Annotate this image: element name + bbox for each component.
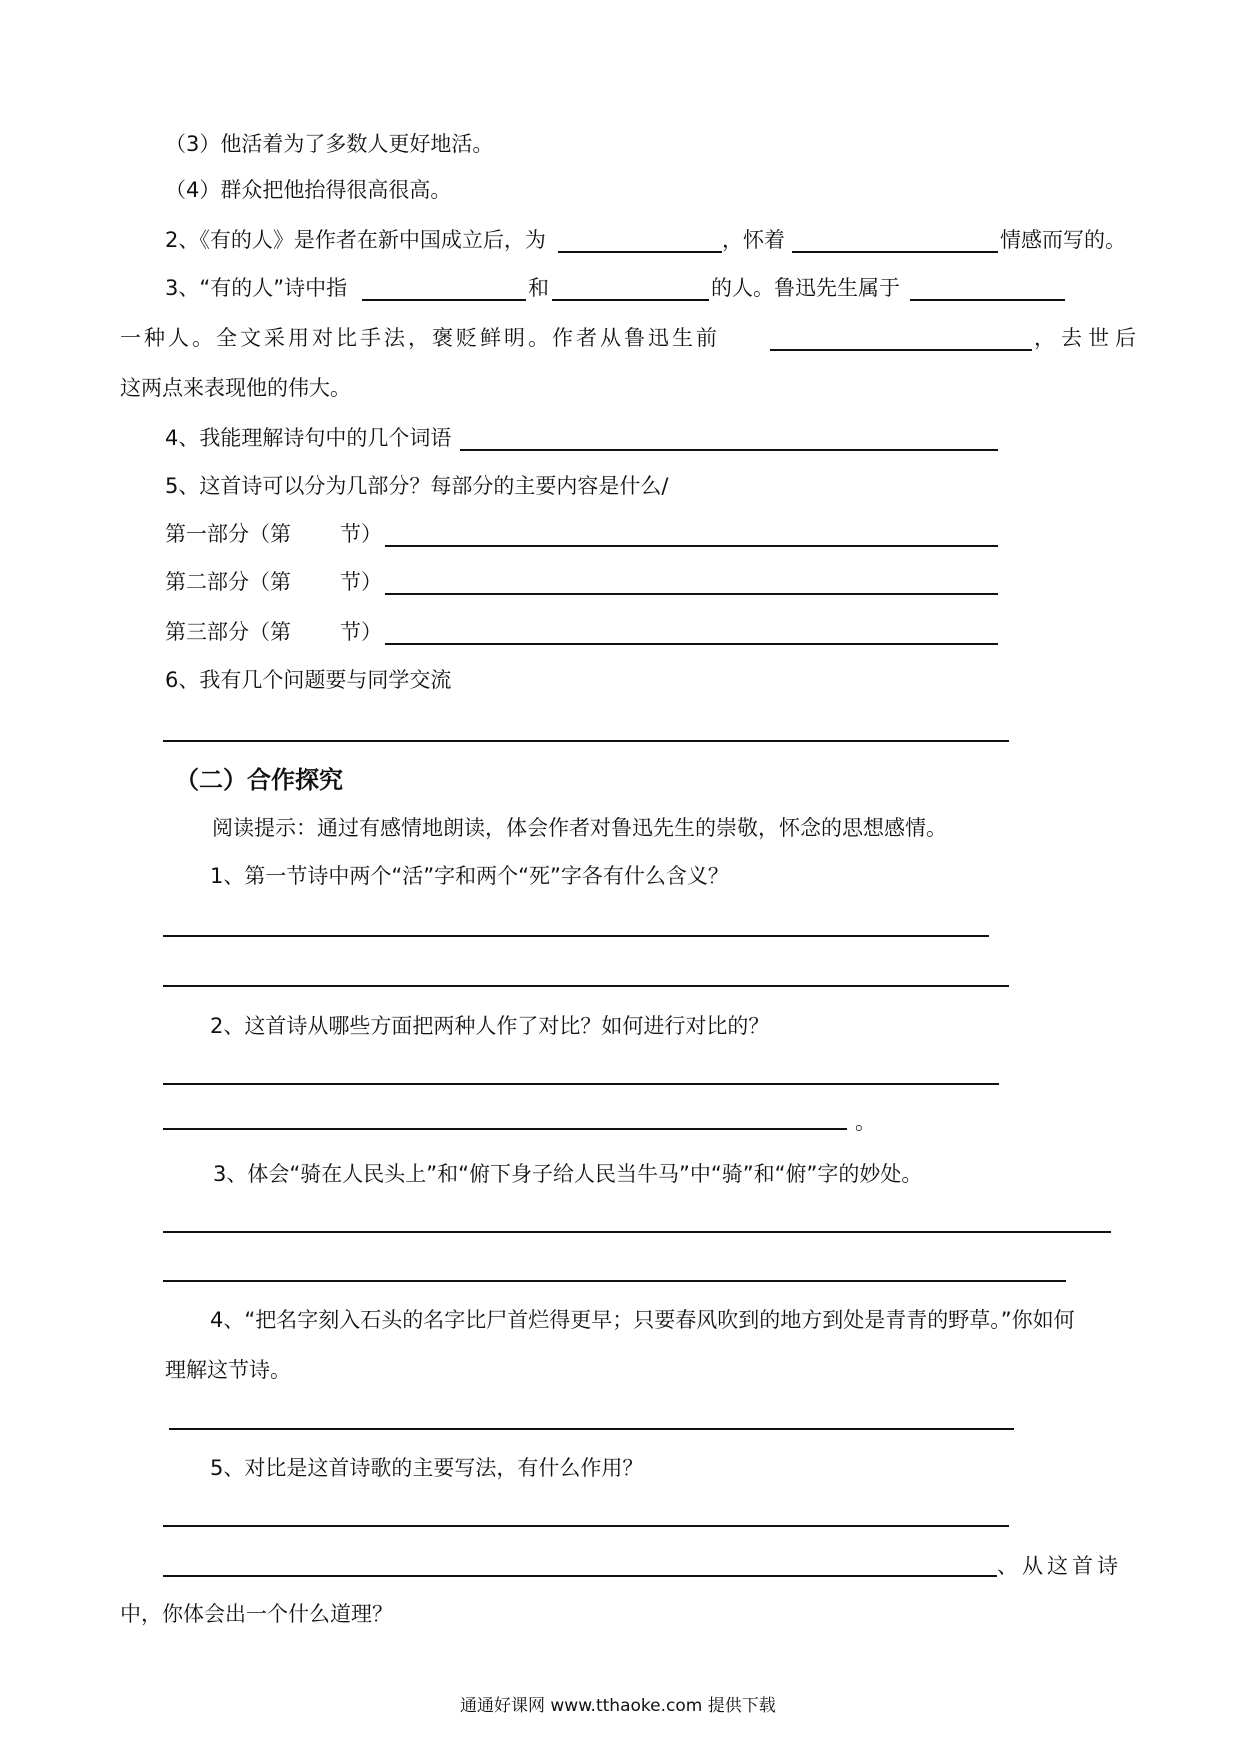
q3-text-e: ，去世后 — [1034, 326, 1142, 350]
part2-blank[interactable] — [385, 593, 998, 595]
part2-jie: 节） — [340, 570, 382, 594]
part1-jie: 节） — [340, 522, 382, 546]
s2-q3-blank-1[interactable] — [163, 1231, 1111, 1233]
s2-q3-text: 3、体会“骑在人民头上”和“俯下身子给人民当牛马”中“骑”和“俯”字的妙处。 — [213, 1162, 923, 1186]
q6-blank[interactable] — [163, 740, 1009, 742]
q2-text-c: 情感而写的。 — [1000, 228, 1126, 252]
q3-blank-1[interactable] — [362, 299, 526, 301]
s2-q2-blank-2[interactable] — [163, 1128, 847, 1130]
q3-blank-4[interactable] — [770, 349, 1032, 351]
q5-text: 5、这首诗可以分为几部分？每部分的主要内容是什么/ — [165, 474, 669, 498]
s2-q5-tail: 、从这首诗 — [997, 1554, 1122, 1578]
q3-blank-2[interactable] — [552, 299, 709, 301]
q4-text: 4、我能理解诗句中的几个词语 — [165, 426, 452, 450]
q6-text: 6、我有几个问题要与同学交流 — [165, 668, 452, 692]
q3-text-d: 一种人。全文采用对比手法，褒贬鲜明。作者从鲁迅生前 — [120, 326, 720, 350]
item-4: （4）群众把他抬得很高很高。 — [165, 178, 452, 202]
reading-hint: 阅读提示：通过有感情地朗读，体会作者对鲁迅先生的崇敬，怀念的思想感情。 — [212, 816, 947, 840]
section-title: （二）合作探究 — [175, 766, 343, 794]
q3-text-f: 这两点来表现他的伟大。 — [120, 376, 351, 400]
s2-q4-blank[interactable] — [169, 1428, 1014, 1430]
s2-q1-blank-1[interactable] — [163, 935, 989, 937]
footer-text: 通通好课网 www.tthaoke.com 提供下载 — [460, 1696, 776, 1716]
s2-q2-blank-1[interactable] — [163, 1083, 999, 1085]
s2-q5-text: 5、对比是这首诗歌的主要写法，有什么作用？ — [210, 1456, 644, 1480]
q3-text-c: 的人。鲁迅先生属于 — [711, 276, 900, 300]
s2-q1-text: 1、第一节诗中两个“活”字和两个“死”字各有什么含义？ — [210, 864, 729, 888]
q3-blank-3[interactable] — [910, 299, 1065, 301]
q2-blank-1[interactable] — [558, 251, 722, 253]
item-3: （3）他活着为了多数人更好地活。 — [165, 132, 494, 156]
s2-q3-blank-2[interactable] — [163, 1280, 1066, 1282]
s2-q4-text-a: 4、“把名字刻入石头的名字比尸首烂得更早；只要春风吹到的地方到处是青青的野草。”你如何 — [210, 1308, 1075, 1332]
s2-q2-text: 2、这首诗从哪些方面把两种人作了对比？如何进行对比的？ — [210, 1014, 770, 1038]
s2-q1-blank-2[interactable] — [163, 985, 1009, 987]
s2-q5-text-c: 中，你体会出一个什么道理？ — [120, 1602, 393, 1626]
q3-text-a: 3、“有的人”诗中指 — [165, 276, 348, 300]
q4-blank[interactable] — [460, 449, 998, 451]
part3-label: 第三部分（第 — [165, 620, 291, 644]
s2-q5-blank-1[interactable] — [163, 1525, 1009, 1527]
s2-q5-blank-2[interactable] — [163, 1575, 997, 1577]
part3-blank[interactable] — [385, 643, 998, 645]
q2-text-a: 2、《有的人》是作者在新中国成立后，为 — [165, 228, 546, 252]
s2-q2-period: 。 — [855, 1110, 876, 1134]
q2-text-b: ，怀着 — [722, 228, 785, 252]
s2-q4-text-b: 理解这节诗。 — [165, 1358, 291, 1382]
part1-label: 第一部分（第 — [165, 522, 291, 546]
part1-blank[interactable] — [385, 545, 998, 547]
q2-blank-2[interactable] — [792, 251, 998, 253]
part2-label: 第二部分（第 — [165, 570, 291, 594]
q3-text-b: 和 — [528, 276, 549, 300]
part3-jie: 节） — [340, 620, 382, 644]
